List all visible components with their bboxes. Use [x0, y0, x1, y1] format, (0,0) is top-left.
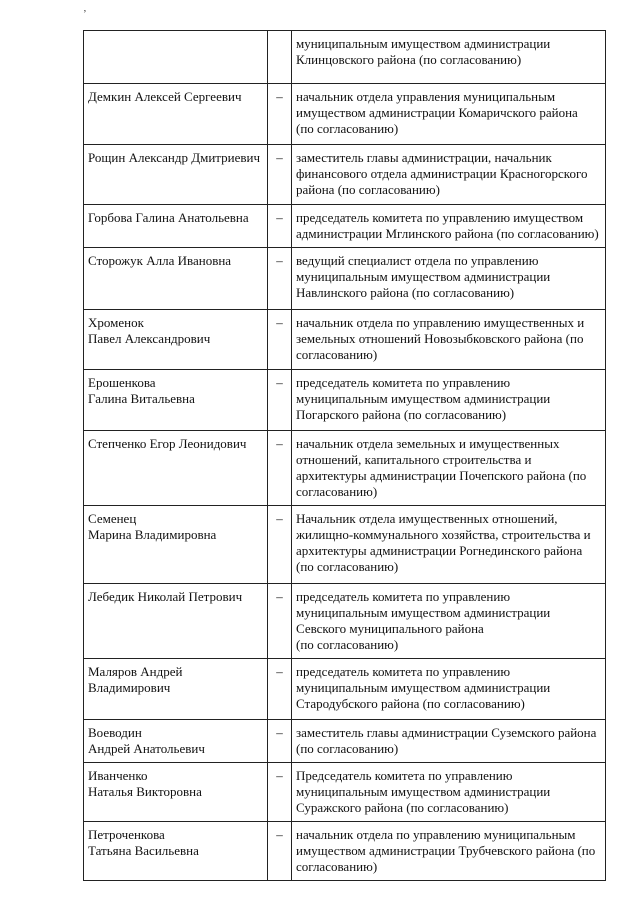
member-role-cell	[292, 310, 606, 370]
dash-cell	[268, 506, 292, 584]
table-row	[84, 31, 606, 84]
member-role-cell	[292, 659, 606, 720]
member-role: муниципальным имуществом администрации Клинцовского района (по согласованию)	[296, 36, 551, 67]
member-role-cell	[292, 205, 606, 248]
member-name: Степченко Егор Леонидович	[88, 436, 247, 451]
member-role: начальник отдела земельных и имущественных отношений, капитального строительства и архитектуры администрации Почепского района (по согласованию)	[296, 436, 587, 499]
dash: –	[276, 315, 283, 330]
member-name-cell	[84, 584, 268, 659]
dash: –	[276, 827, 283, 842]
member-name-cell	[84, 822, 268, 881]
table-row	[84, 659, 606, 720]
dash-cell	[268, 584, 292, 659]
member-role: председатель комитета по управлению муниципальным имуществом администрации Стародубского района (по согласованию)	[296, 664, 551, 711]
dash-cell	[268, 205, 292, 248]
commission-members-table	[83, 30, 606, 881]
member-role: начальник отдела по управлению муниципальным имуществом администрации Трубчевского района (по согласованию)	[296, 827, 596, 874]
dash-cell	[268, 431, 292, 506]
table-row	[84, 310, 606, 370]
dash-cell	[268, 145, 292, 205]
dash: –	[276, 436, 283, 451]
member-name: Маляров Андрей Владимирович	[88, 664, 183, 695]
dash: –	[276, 150, 283, 165]
member-name-cell	[84, 431, 268, 506]
dash: –	[276, 725, 283, 740]
member-name-cell	[84, 84, 268, 145]
member-role-cell	[292, 763, 606, 822]
dash-cell	[268, 310, 292, 370]
member-name-cell	[84, 659, 268, 720]
member-name: Хроменок Павел Александрович	[88, 315, 211, 346]
member-role-cell	[292, 370, 606, 431]
member-role: председатель комитета по управлению имуществом администрации Мглинского района (по согласованию)	[296, 210, 599, 241]
member-name-cell	[84, 145, 268, 205]
member-role: заместитель главы администрации Суземского района (по согласованию)	[296, 725, 597, 756]
member-role: начальник отдела управления муниципальным имуществом администрации Комаричского района (по согласованию)	[296, 89, 578, 136]
member-name-cell	[84, 310, 268, 370]
member-role-cell	[292, 506, 606, 584]
member-name-cell	[84, 720, 268, 763]
table-row	[84, 370, 606, 431]
dash-cell	[268, 248, 292, 310]
table-row	[84, 763, 606, 822]
dash: –	[276, 253, 283, 268]
dash-cell	[268, 659, 292, 720]
member-role: ведущий специалист отдела по управлению муниципальным имуществом администрации Навлинского района (по согласованию)	[296, 253, 551, 300]
table-row	[84, 431, 606, 506]
dash: –	[276, 375, 283, 390]
member-name-cell	[84, 205, 268, 248]
member-name: Горбова Галина Анатольевна	[88, 210, 249, 225]
dash: –	[276, 210, 283, 225]
member-name-cell	[84, 248, 268, 310]
table-row	[84, 506, 606, 584]
table-row	[84, 584, 606, 659]
member-name-cell	[84, 370, 268, 431]
dash: –	[276, 768, 283, 783]
member-name-cell	[84, 763, 268, 822]
dash-cell	[268, 370, 292, 431]
member-role-cell	[292, 248, 606, 310]
table-row	[84, 248, 606, 310]
member-name: Воеводин Андрей Анатольевич	[88, 725, 205, 756]
member-role-cell	[292, 822, 606, 881]
member-name: Рощин Александр Дмитриевич	[88, 150, 260, 165]
member-name-cell	[84, 506, 268, 584]
member-role-cell	[292, 84, 606, 145]
table-row	[84, 205, 606, 248]
page-mark: ʼ	[83, 8, 87, 20]
table-row	[84, 84, 606, 145]
dash-cell	[268, 720, 292, 763]
dash: –	[276, 511, 283, 526]
dash-cell	[268, 763, 292, 822]
dash-cell	[268, 822, 292, 881]
member-role-cell	[292, 31, 606, 84]
dash: –	[276, 664, 283, 679]
member-role: председатель комитета по управлению муниципальным имуществом администрации Погарского района (по согласованию)	[296, 375, 551, 422]
table-row	[84, 720, 606, 763]
member-name: Иванченко Наталья Викторовна	[88, 768, 202, 799]
dash: –	[276, 589, 283, 604]
dash-cell	[268, 31, 292, 84]
member-name: Демкин Алексей Сергеевич	[88, 89, 242, 104]
dash-cell	[268, 84, 292, 145]
member-name: Ерошенкова Галина Витальевна	[88, 375, 195, 406]
member-name-cell	[84, 31, 268, 84]
member-role-cell	[292, 431, 606, 506]
member-name: Семенец Марина Владимировна	[88, 511, 217, 542]
dash: –	[276, 89, 283, 104]
member-name: Лебедик Николай Петрович	[88, 589, 243, 604]
member-role: Председатель комитета по управлению муниципальным имуществом администрации Суражского района (по согласованию)	[296, 768, 551, 815]
member-role: Начальник отдела имущественных отношений, жилищно-коммунального хозяйства, строительства и архитектуры администрации Рогнединского района (по согласованию)	[296, 511, 591, 574]
member-role-cell	[292, 584, 606, 659]
member-role: заместитель главы администрации, начальник финансового отдела администрации Красногорского района (по согласованию)	[296, 150, 588, 197]
table-row	[84, 822, 606, 881]
table-row	[84, 145, 606, 205]
member-name: Сторожук Алла Ивановна	[88, 253, 232, 268]
member-role: начальник отдела по управлению имущественных и земельных отношений Новозыбковского района (по согласованию)	[296, 315, 585, 362]
member-role: председатель комитета по управлению муниципальным имуществом администрации Севского муниципального района (по согласованию)	[296, 589, 551, 652]
member-role-cell	[292, 145, 606, 205]
member-role-cell	[292, 720, 606, 763]
member-name: Петроченкова Татьяна Васильевна	[88, 827, 199, 858]
